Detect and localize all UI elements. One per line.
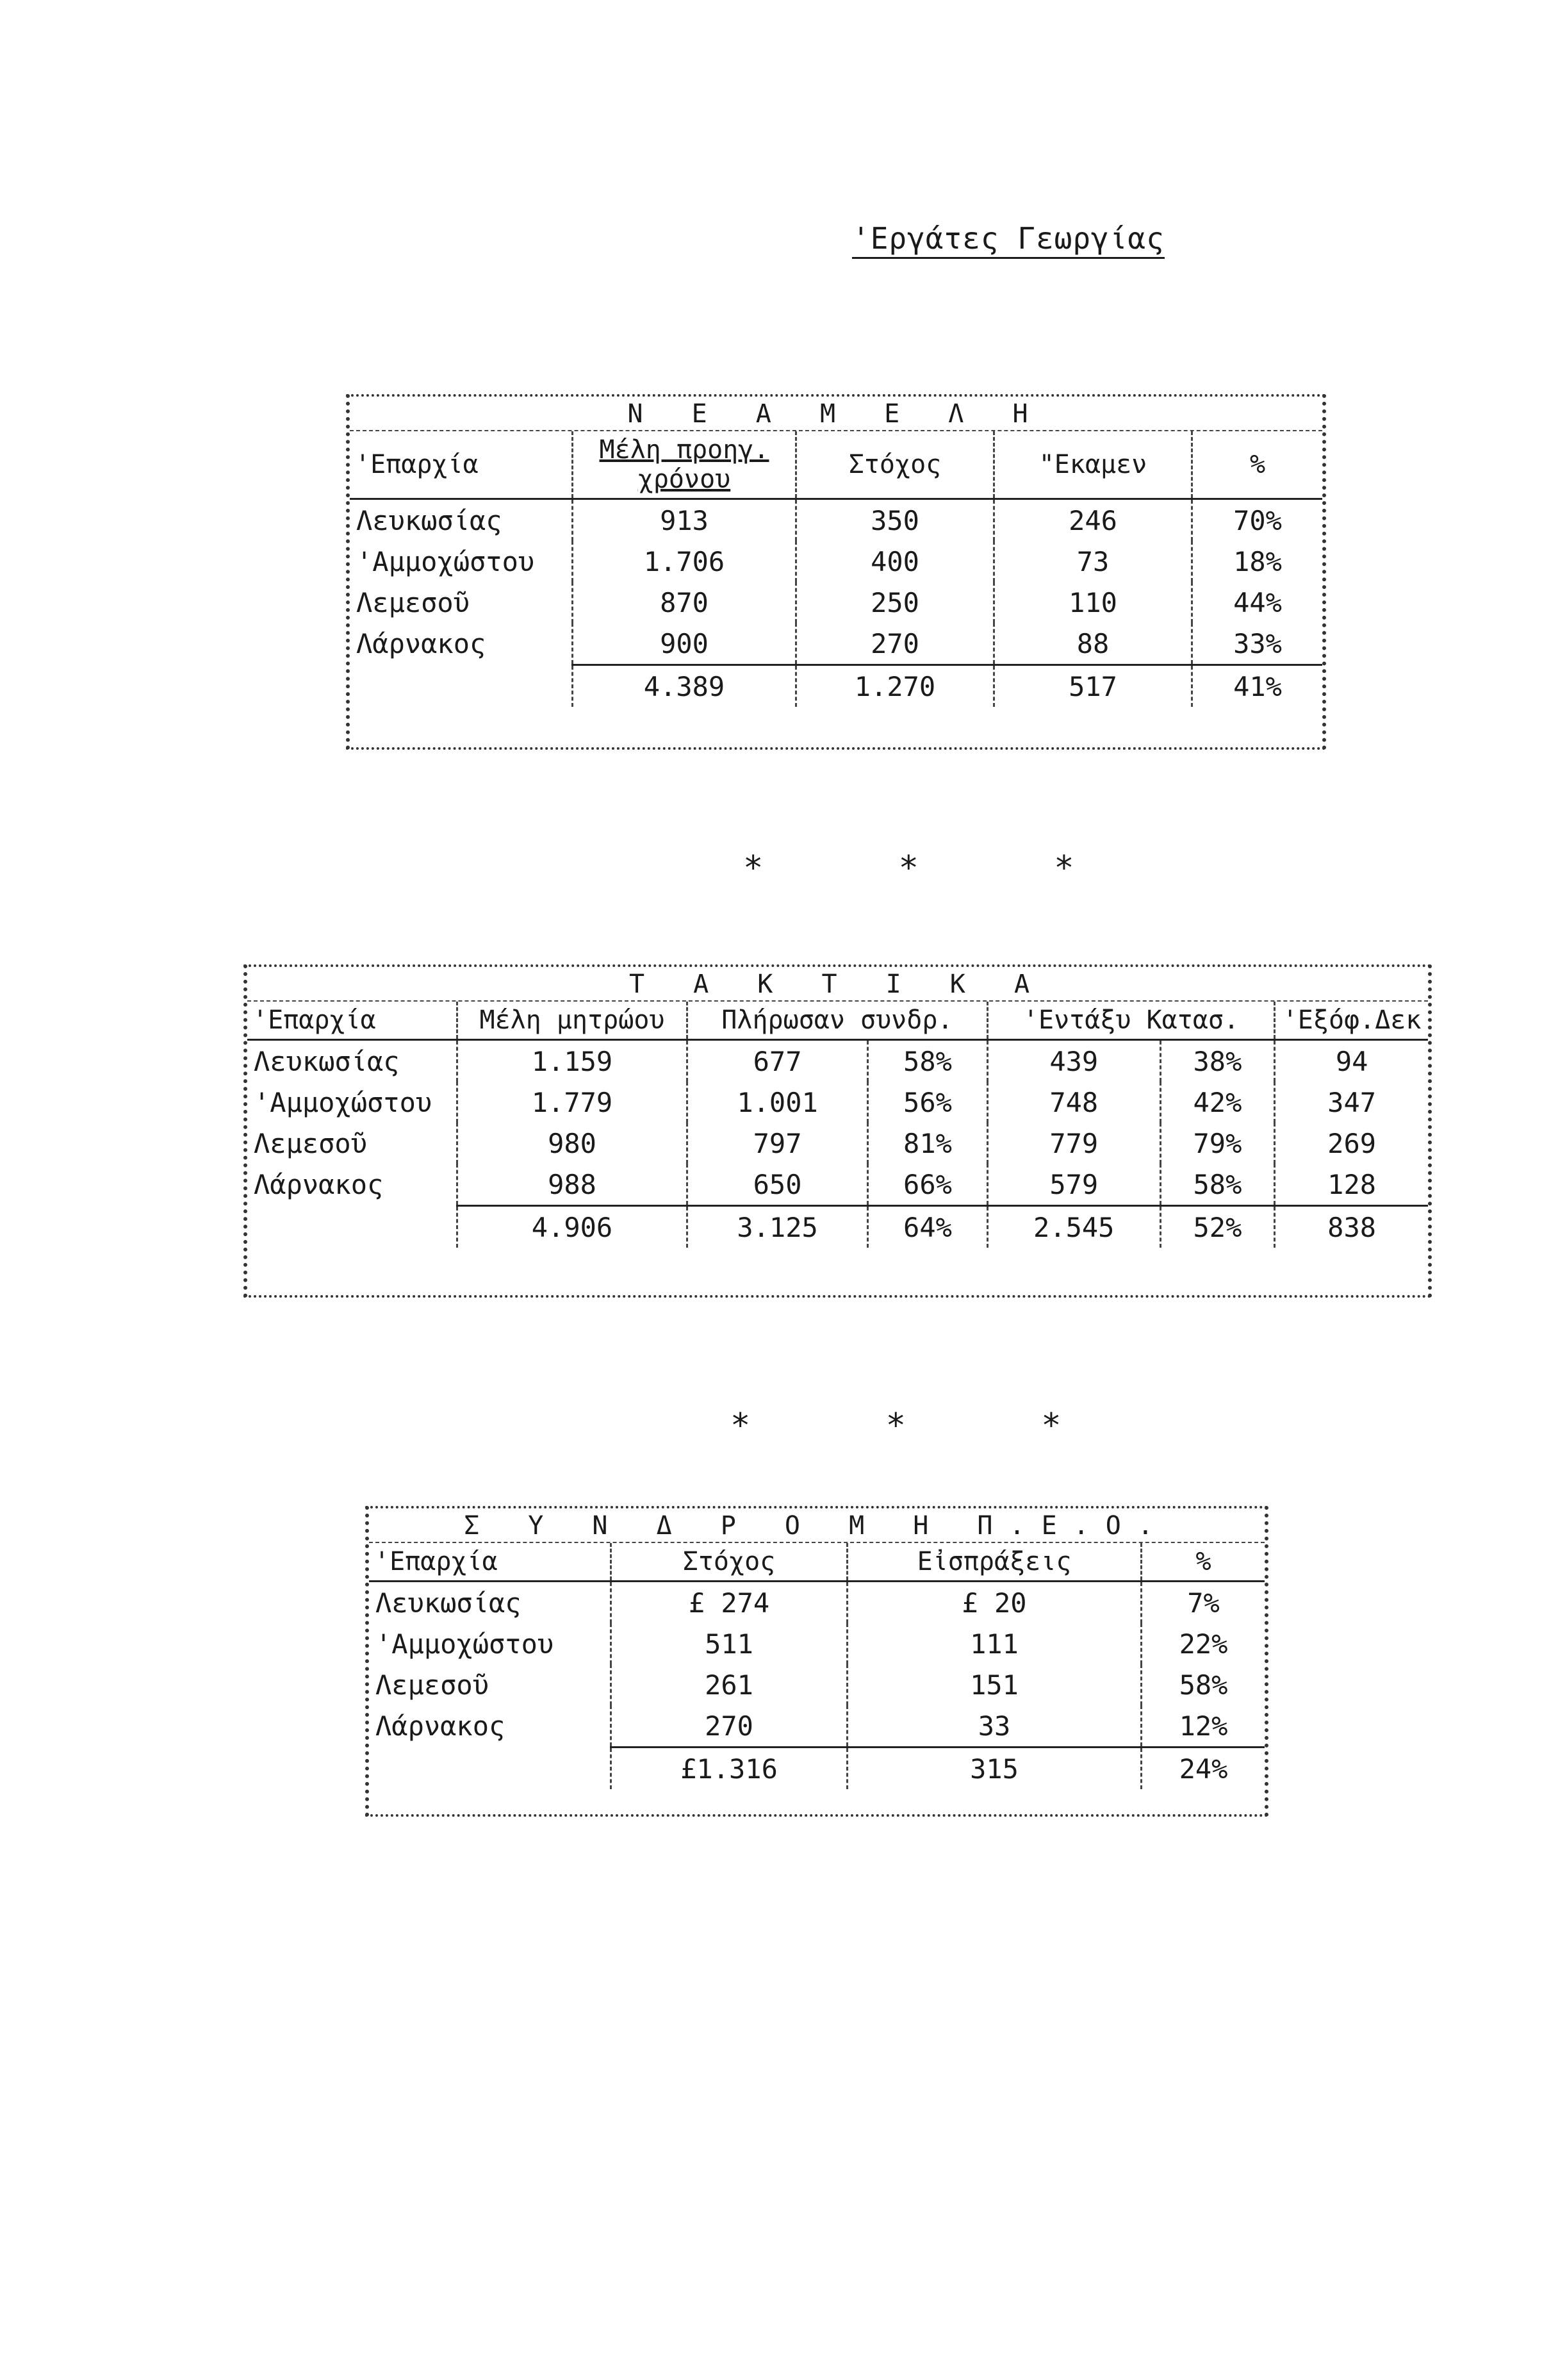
value-cell: 79% [1160, 1123, 1275, 1164]
syndromi-grid [369, 1543, 1265, 1789]
value-cell: 269 [1275, 1123, 1428, 1164]
table-row [247, 1164, 1428, 1206]
total-row [350, 665, 1322, 707]
total-cell: 64% [868, 1206, 988, 1248]
value-cell: 1.159 [457, 1040, 687, 1082]
value-cell: 56% [868, 1082, 988, 1123]
province-cell: Λευκωσίας [375, 1587, 521, 1619]
taktika-grid [247, 1002, 1428, 1248]
value-cell: 748 [987, 1082, 1160, 1123]
value-cell: 33% [1192, 623, 1323, 665]
value-cell: 1.001 [687, 1082, 868, 1123]
value-cell: 913 [573, 499, 796, 541]
value-cell: 44% [1192, 582, 1323, 623]
value-cell: 7% [1142, 1582, 1265, 1624]
total-cell: 2.545 [987, 1206, 1160, 1248]
total-cell: 24% [1142, 1748, 1265, 1790]
column-header: 'Εξόφ.Δεκ [1275, 1002, 1428, 1040]
table-heading: Ν Ε Α Μ Ε Λ Η [350, 397, 1322, 431]
value-cell: 579 [987, 1164, 1160, 1206]
table-row [350, 582, 1322, 623]
table-row [350, 541, 1322, 582]
value-cell: 797 [687, 1123, 868, 1164]
value-cell: 988 [457, 1164, 687, 1206]
value-cell: 511 [611, 1623, 848, 1664]
province-cell: 'Αμμοχώστου [375, 1628, 554, 1660]
value-cell: 1.779 [457, 1082, 687, 1123]
value-cell: 58% [1142, 1664, 1265, 1705]
table-heading: Σ Υ Ν Δ Ρ Ο Μ Η Π.Ε.Ο. [369, 1508, 1265, 1543]
total-cell: 315 [848, 1748, 1142, 1790]
value-cell: 779 [987, 1123, 1160, 1164]
value-cell: 94 [1275, 1040, 1428, 1082]
table-taktika [243, 964, 1432, 1298]
column-header: Μέλη μητρώου [457, 1002, 687, 1040]
table-row [369, 1705, 1265, 1748]
total-label [350, 665, 573, 707]
table-heading: Τ Α Κ Τ Ι Κ Α [247, 967, 1428, 1002]
value-cell: 110 [994, 582, 1192, 623]
value-cell: 350 [796, 499, 994, 541]
table-row [350, 499, 1322, 541]
value-cell: 270 [796, 623, 994, 665]
province-cell: Λευκωσίας [254, 1045, 400, 1077]
value-cell: 677 [687, 1040, 868, 1082]
value-cell: £ 20 [848, 1582, 1142, 1624]
province-cell: Λάρνακος [375, 1710, 505, 1742]
province-cell: Λεμεσοῦ [356, 586, 470, 618]
total-cell: 1.270 [796, 665, 994, 707]
total-cell: 838 [1275, 1206, 1428, 1248]
total-cell: 4.906 [457, 1206, 687, 1248]
value-cell: 270 [611, 1705, 848, 1748]
total-row [369, 1748, 1265, 1790]
value-cell: 261 [611, 1664, 848, 1705]
section-separator: * * * [730, 1407, 1119, 1445]
table-row [247, 1040, 1428, 1082]
column-header: Στόχος [611, 1543, 848, 1582]
column-header: 'Επαρχία [247, 1002, 457, 1040]
value-cell: 66% [868, 1164, 988, 1206]
column-header: 'Επαρχία [369, 1543, 611, 1582]
province-cell: Λευκωσίας [356, 504, 502, 536]
value-cell: 58% [1160, 1164, 1275, 1206]
total-label [247, 1206, 457, 1248]
table-row [247, 1082, 1428, 1123]
value-cell: 980 [457, 1123, 687, 1164]
value-cell: 42% [1160, 1082, 1275, 1123]
table-syndromi [365, 1506, 1268, 1817]
total-label [369, 1748, 611, 1790]
value-cell: 151 [848, 1664, 1142, 1705]
column-header: 'Επαρχία [350, 431, 573, 499]
province-cell: Λάρνακος [356, 628, 486, 660]
value-cell: 246 [994, 499, 1192, 541]
column-header: Πλήρωσαν συνδρ. [687, 1002, 988, 1040]
column-header: "Εκαμεν [994, 431, 1192, 499]
value-cell: 81% [868, 1123, 988, 1164]
value-cell: 58% [868, 1040, 988, 1082]
table-row [350, 623, 1322, 665]
value-cell: 22% [1142, 1623, 1265, 1664]
total-cell: 3.125 [687, 1206, 868, 1248]
province-cell: Λεμεσοῦ [254, 1127, 368, 1159]
value-cell: 1.706 [573, 541, 796, 582]
column-header: Μέλη προηγ. χρόνου [573, 431, 796, 499]
value-cell: 347 [1275, 1082, 1428, 1123]
value-cell: 33 [848, 1705, 1142, 1748]
column-header: % [1192, 431, 1323, 499]
value-cell: 250 [796, 582, 994, 623]
value-cell: 12% [1142, 1705, 1265, 1748]
table-row [369, 1664, 1265, 1705]
table-row [369, 1582, 1265, 1624]
value-cell: £ 274 [611, 1582, 848, 1624]
page-title: 'Εργάτες Γεωργίας [852, 221, 1165, 259]
total-cell: £1.316 [611, 1748, 848, 1790]
value-cell: 111 [848, 1623, 1142, 1664]
province-cell: 'Αμμοχώστου [356, 545, 535, 577]
table-row [247, 1123, 1428, 1164]
total-cell: 41% [1192, 665, 1323, 707]
value-cell: 38% [1160, 1040, 1275, 1082]
table-row [369, 1623, 1265, 1664]
total-cell: 517 [994, 665, 1192, 707]
value-cell: 400 [796, 541, 994, 582]
column-header: % [1142, 1543, 1265, 1582]
table-nea-meli [346, 394, 1326, 750]
value-cell: 439 [987, 1040, 1160, 1082]
column-header: Στόχος [796, 431, 994, 499]
value-cell: 650 [687, 1164, 868, 1206]
column-header: Εἰσπράξεις [848, 1543, 1142, 1582]
province-cell: Λεμεσοῦ [375, 1669, 489, 1701]
value-cell: 128 [1275, 1164, 1428, 1206]
value-cell: 88 [994, 623, 1192, 665]
value-cell: 73 [994, 541, 1192, 582]
section-separator: * * * [743, 849, 1132, 888]
total-row [247, 1206, 1428, 1248]
value-cell: 900 [573, 623, 796, 665]
value-cell: 70% [1192, 499, 1323, 541]
value-cell: 18% [1192, 541, 1323, 582]
province-cell: Λάρνακος [254, 1169, 384, 1201]
total-cell: 4.389 [573, 665, 796, 707]
value-cell: 870 [573, 582, 796, 623]
province-cell: 'Αμμοχώστου [254, 1086, 432, 1118]
column-header: 'Εντάξυ Κατασ. [987, 1002, 1274, 1040]
nea-meli-grid [350, 431, 1322, 707]
total-cell: 52% [1160, 1206, 1275, 1248]
